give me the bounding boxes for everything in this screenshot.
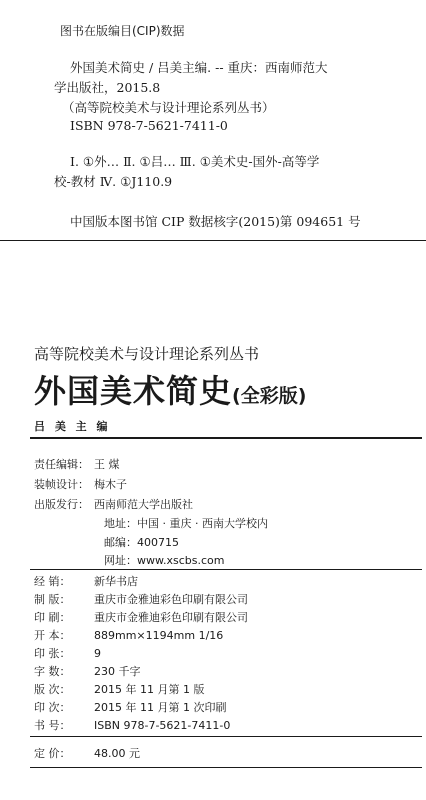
cip-header: 图书在版编目(CIP)数据 bbox=[60, 24, 185, 38]
spec-row bbox=[34, 609, 248, 625]
spec-value: 230 千字 bbox=[94, 665, 141, 678]
spec-label: 书 号： bbox=[34, 719, 71, 732]
spec-label: 版 次： bbox=[34, 683, 71, 696]
spec-value: 重庆市金雅迪彩色印刷有限公司 bbox=[94, 611, 248, 624]
credit-label: 出版发行： bbox=[34, 498, 89, 511]
book-title bbox=[34, 366, 306, 412]
spec-row bbox=[34, 573, 138, 589]
cip-divider bbox=[0, 240, 426, 241]
spec-row bbox=[34, 591, 248, 607]
cip-line: 学出版社，2015.8 bbox=[54, 80, 161, 95]
title-edition: (全彩版) bbox=[232, 385, 307, 407]
spec-row bbox=[34, 663, 141, 679]
cip-line: 外国美术简史 / 吕美主编. -- 重庆：西南师范大 bbox=[70, 60, 328, 75]
price-row bbox=[34, 745, 140, 761]
credit-row bbox=[34, 496, 193, 512]
spec-row bbox=[34, 699, 226, 715]
spec-value: 2015 年 11 月第 1 版 bbox=[94, 683, 205, 696]
price-divider bbox=[30, 767, 422, 768]
credit-label: 装帧设计： bbox=[34, 478, 89, 491]
spec-label: 印 次： bbox=[34, 701, 71, 714]
credit-value: 王 煤 bbox=[94, 458, 120, 471]
cip-line: ISBN 978-7-5621-7411-0 bbox=[70, 118, 228, 133]
credit-label: 责任编辑： bbox=[34, 458, 89, 471]
spec-row bbox=[34, 627, 223, 643]
series-name: 高等院校美术与设计理论系列丛书 bbox=[34, 345, 260, 363]
spec-value: 889mm×1194mm 1/16 bbox=[94, 629, 224, 642]
spec-value: ISBN 978-7-5621-7411-0 bbox=[94, 719, 231, 732]
specs-divider bbox=[30, 736, 422, 737]
price-label: 定 价： bbox=[34, 747, 71, 760]
spec-label: 印 张： bbox=[34, 647, 71, 660]
credit-row bbox=[34, 476, 127, 492]
title-main: 外国美术简史 bbox=[34, 372, 233, 410]
credits-divider bbox=[30, 569, 422, 570]
author-line: 吕 美 主 编 bbox=[34, 420, 111, 433]
spec-label: 经 销： bbox=[34, 575, 71, 588]
spec-label: 印 刷： bbox=[34, 611, 71, 624]
spec-label: 开 本： bbox=[34, 629, 71, 642]
spec-row bbox=[34, 681, 204, 697]
credit-row bbox=[34, 456, 120, 472]
title-divider bbox=[30, 437, 422, 439]
publisher-postcode: 邮编：400715 bbox=[104, 536, 179, 549]
credit-value: 西南师范大学出版社 bbox=[94, 498, 193, 511]
publisher-address: 地址：中国 · 重庆 · 西南大学校内 bbox=[104, 517, 268, 530]
spec-label: 字 数： bbox=[34, 665, 71, 678]
spec-value: 2015 年 11 月第 1 次印刷 bbox=[94, 701, 227, 714]
spec-value: 新华书店 bbox=[94, 575, 138, 588]
cip-line: 校-教材 Ⅳ. ①J110.9 bbox=[54, 174, 173, 189]
credit-value: 梅木子 bbox=[94, 478, 127, 491]
publisher-website: 网址：www.xscbs.com bbox=[104, 554, 225, 567]
cip-line: （高等院校美术与设计理论系列丛书） bbox=[62, 100, 275, 115]
spec-label: 制 版： bbox=[34, 593, 71, 606]
cip-line: Ⅰ. ①外… Ⅱ. ①吕… Ⅲ. ①美术史-国外-高等学 bbox=[70, 154, 320, 169]
spec-row bbox=[34, 645, 101, 661]
spec-value: 重庆市金雅迪彩色印刷有限公司 bbox=[94, 593, 248, 606]
cip-number-line: 中国版本图书馆 CIP 数据核字(2015)第 094651 号 bbox=[70, 214, 361, 229]
spec-value: 9 bbox=[94, 647, 101, 660]
price-value: 48.00 元 bbox=[94, 747, 140, 760]
spec-row bbox=[34, 717, 230, 733]
